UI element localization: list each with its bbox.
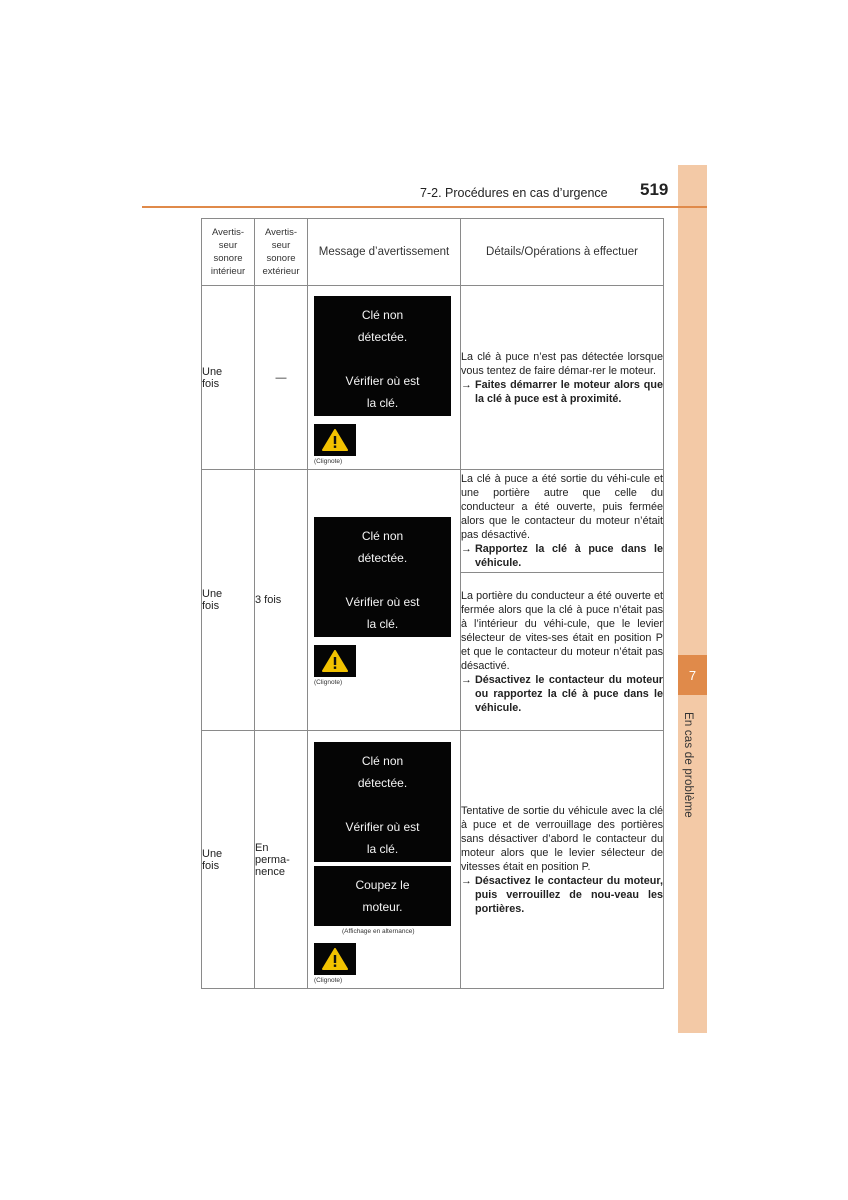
interior-buzzer-cell: Une fois	[202, 731, 255, 989]
warning-message-cell	[308, 286, 461, 470]
chapter-number: 7	[678, 655, 707, 695]
interior-buzzer-cell: Une fois	[202, 470, 255, 731]
section-title: 7-2. Procédures en cas d’urgence	[420, 186, 608, 200]
table-row	[202, 286, 664, 470]
interior-buzzer-cell: Une fois	[202, 286, 255, 470]
warning-triangle-icon	[314, 645, 356, 677]
details-cell: Tentative de sortie du véhicule avec la clé à puce et de verrouillage des portières sans désactiver d’abord le contacteur du moteur alors que le levier sélecteur de vitesses était en position P. → Désactivez le contacteur du moteur, puis verrouillez de nou-veau les portières.	[461, 731, 664, 989]
exterior-buzzer-cell: —	[255, 286, 308, 470]
multi-info-display: Clé non détectée. Vérifier où est la clé.	[314, 296, 451, 416]
multi-info-display-alternate: Coupez le moteur.	[314, 866, 451, 926]
page-number: 519	[640, 180, 669, 199]
icon-caption: (Clignote)	[314, 678, 343, 686]
multi-info-display: Clé non détectée. Vérifier où est la clé.	[314, 517, 451, 637]
table-header-row	[202, 219, 664, 286]
icon-caption: (Clignote)	[314, 458, 343, 465]
header-details: Détails/Opérations à effectuer	[461, 219, 664, 286]
table-row	[202, 731, 664, 989]
warning-triangle-icon	[314, 424, 356, 456]
exterior-buzzer-cell: 3 fois	[255, 470, 308, 731]
exterior-buzzer-cell: En perma- nence	[255, 731, 308, 989]
warning-message-cell	[308, 731, 461, 989]
chapter-side-tab	[678, 165, 707, 1033]
header-interior-buzzer: Avertis- seur sonore intérieur	[202, 219, 255, 286]
warning-triangle-icon	[314, 943, 356, 975]
warning-table	[201, 218, 664, 989]
details-cell: La clé à puce n’est pas détectée lorsque vous tentez de faire démar-rer le moteur. → Faites démarrer le moteur alors que la clé à puce est à proximité.	[461, 286, 664, 470]
warning-message-cell	[308, 470, 461, 731]
header-rule	[142, 206, 707, 208]
header-warning-message: Message d’avertissement	[308, 219, 461, 286]
icon-caption: (Clignote)	[314, 976, 343, 984]
details-cell: La clé à puce a été sortie du véhi-cule et une portière autre que celle du conducteur a été ouverte, puis fermée alors que le contacteur du moteur n’était pas désactivé. → Rapportez la clé à puce dans le véhicule.	[461, 470, 664, 573]
alternate-display-caption: (Affichage en alternance)	[342, 927, 415, 935]
header-exterior-buzzer: Avertis- seur sonore extérieur	[255, 219, 308, 286]
multi-info-display: Clé non détectée. Vérifier où est la clé.	[314, 742, 451, 862]
details-cell: La portière du conducteur a été ouverte et fermée alors que la clé à puce n’était pas à l’intérieur du véhi-cule, que le levier sélecteur de vites-ses était en position P et que le contacteur du moteur n’était pas désactivé. → Désactivez le contacteur du moteur ou rapportez la clé à puce dans le véhicule.	[461, 573, 664, 731]
table-row	[202, 470, 664, 573]
chapter-label: En cas de problème	[682, 712, 694, 818]
